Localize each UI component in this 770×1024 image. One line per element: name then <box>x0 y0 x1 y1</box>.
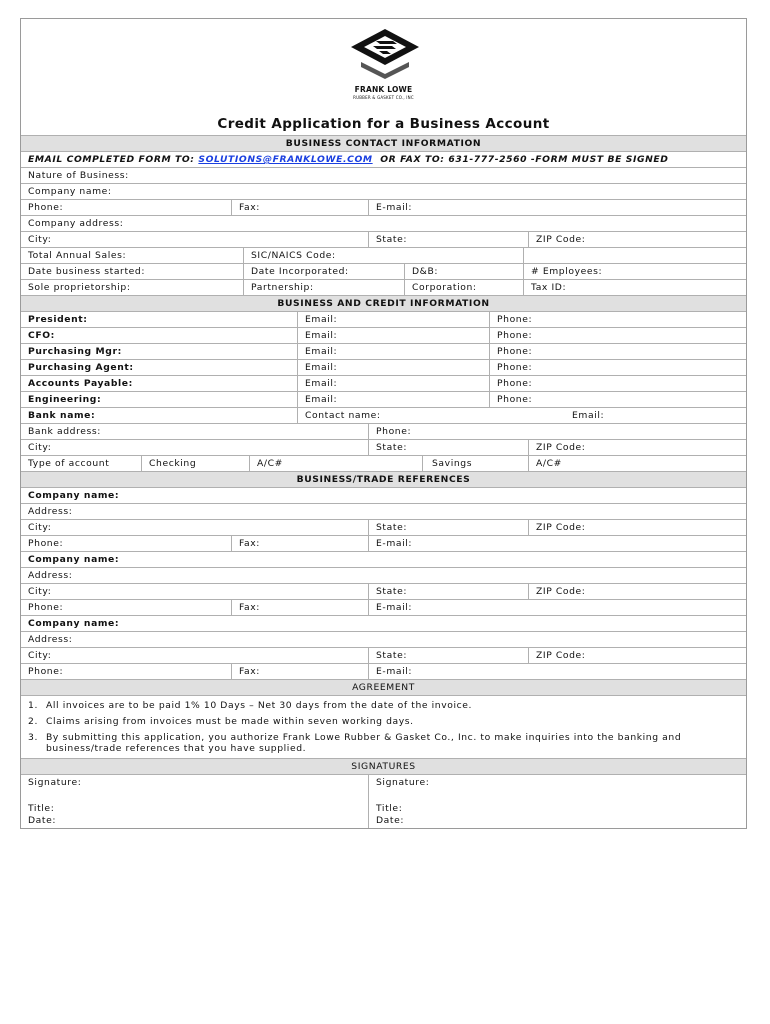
reference-email-field[interactable]: E-mail: <box>368 536 746 551</box>
savings-option[interactable]: Savings <box>422 456 528 471</box>
reference-company-field[interactable]: Company name: <box>28 554 120 565</box>
reference-company-row <box>21 487 746 503</box>
section-header-signatures: SIGNATURES <box>21 758 746 774</box>
reference-company-field[interactable]: Company name: <box>28 490 120 501</box>
reference-company-field[interactable]: Company name: <box>28 618 120 629</box>
state-field[interactable]: State: <box>368 232 528 247</box>
reference-address-field[interactable]: Address: <box>28 570 73 581</box>
officer-email-field[interactable]: Email: <box>297 376 489 391</box>
city-field[interactable]: City: <box>28 234 52 245</box>
reference-state-field[interactable]: State: <box>368 648 528 663</box>
bank-city-row <box>21 439 746 455</box>
bank-name-field[interactable]: Bank name: <box>28 410 96 421</box>
logo-subtitle: RUBBER & GASKET CO., INC <box>353 95 414 100</box>
officer-row <box>21 391 746 407</box>
reference-address-row <box>21 503 746 519</box>
reference-zip-field[interactable]: ZIP Code: <box>528 648 746 663</box>
sales-row <box>21 247 746 263</box>
bank-contact-field[interactable]: Contact name: <box>297 408 565 423</box>
officer-row <box>21 375 746 391</box>
company-row <box>21 183 746 199</box>
section-header-agreement: AGREEMENT <box>21 679 746 695</box>
reference-city-field[interactable]: City: <box>28 650 52 661</box>
bank-phone-field[interactable]: Phone: <box>368 424 746 439</box>
reference-city-row <box>21 647 746 663</box>
reference-email-field[interactable]: E-mail: <box>368 600 746 615</box>
officer-email-field[interactable]: Email: <box>297 312 489 327</box>
reference-city-field[interactable]: City: <box>28 522 52 533</box>
reference-address-row <box>21 567 746 583</box>
reference-phone-field[interactable]: Phone: <box>28 602 64 613</box>
page-title: Credit Application for a Business Account <box>217 116 550 132</box>
reference-blocks <box>21 487 746 679</box>
reference-fax-field[interactable]: Fax: <box>231 536 368 551</box>
reference-block <box>21 615 746 679</box>
reference-state-field[interactable]: State: <box>368 584 528 599</box>
signature-label: Signature: <box>28 777 82 788</box>
date-started-field[interactable]: Date business started: <box>28 266 146 277</box>
checking-ac-field[interactable]: A/C# <box>249 456 422 471</box>
signature-left[interactable] <box>21 775 368 828</box>
officer-row <box>21 343 746 359</box>
reference-address-field[interactable]: Address: <box>28 634 73 645</box>
bank-address-row <box>21 423 746 439</box>
address-row <box>21 215 746 231</box>
email-instructions: EMAIL COMPLETED FORM TO: SOLUTIONS@FRANKLOWE.COM OR FAX TO: 631-777-2560 -FORM MUST BE SIGNED <box>21 151 746 167</box>
officer-phone-field[interactable]: Phone: <box>489 328 746 343</box>
entity-row <box>21 279 746 295</box>
officer-rows <box>21 311 746 407</box>
reference-fax-field[interactable]: Fax: <box>231 600 368 615</box>
sales-field[interactable]: Total Annual Sales: <box>28 250 127 261</box>
partnership-field[interactable]: Partnership: <box>243 280 404 295</box>
bank-zip-field[interactable]: ZIP Code: <box>528 440 746 455</box>
phone-row <box>21 199 746 215</box>
reference-block <box>21 551 746 615</box>
bank-state-field[interactable]: State: <box>368 440 528 455</box>
reference-block <box>21 487 746 551</box>
section-header-contact: BUSINESS CONTACT INFORMATION <box>21 135 746 151</box>
company-address-field[interactable]: Company address: <box>28 218 124 229</box>
tax-id-field[interactable]: Tax ID: <box>523 280 746 295</box>
agreement-list <box>21 695 746 758</box>
reference-city-row <box>21 583 746 599</box>
officer-title: Accounts Payable: <box>28 378 133 389</box>
account-type-label: Type of account <box>28 458 110 469</box>
date-incorporated-field[interactable]: Date Incorporated: <box>243 264 404 279</box>
officer-title: CFO: <box>28 330 55 341</box>
email-field[interactable]: E-mail: <box>368 200 746 215</box>
title-label: Title: <box>28 803 55 814</box>
savings-ac-field[interactable]: A/C# <box>528 456 746 471</box>
officer-title: President: <box>28 314 88 325</box>
reference-zip-field[interactable]: ZIP Code: <box>528 584 746 599</box>
zip-field[interactable]: ZIP Code: <box>528 232 746 247</box>
fax-field[interactable]: Fax: <box>231 200 368 215</box>
section-header-references: BUSINESS/TRADE REFERENCES <box>21 471 746 487</box>
reference-phone-row <box>21 535 746 551</box>
officer-phone-field[interactable]: Phone: <box>489 312 746 327</box>
officer-phone-field[interactable]: Phone: <box>489 360 746 375</box>
officer-row <box>21 311 746 327</box>
officer-email-field[interactable]: Email: <box>297 344 489 359</box>
reference-city-row <box>21 519 746 535</box>
reference-city-field[interactable]: City: <box>28 586 52 597</box>
officer-email-field[interactable]: Email: <box>297 360 489 375</box>
officer-title: Purchasing Agent: <box>28 362 134 373</box>
officer-email-field[interactable]: Email: <box>297 392 489 407</box>
nature-row <box>21 167 746 183</box>
corporation-field[interactable]: Corporation: <box>404 280 523 295</box>
employees-field[interactable]: # Employees: <box>523 264 746 279</box>
logo-block <box>21 19 746 119</box>
officer-phone-field[interactable]: Phone: <box>489 344 746 359</box>
bank-email-field[interactable]: Email: <box>572 410 605 421</box>
sic-field[interactable]: SIC/NAICS Code: <box>243 248 523 263</box>
officer-phone-field[interactable]: Phone: <box>489 392 746 407</box>
agreement-item: 1. All invoices are to be paid 1% 10 Days – Net 30 days from the date of the invoice. <box>28 700 473 711</box>
bank-city-field[interactable]: City: <box>28 442 52 453</box>
officer-email-field[interactable]: Email: <box>297 328 489 343</box>
reference-fax-field[interactable]: Fax: <box>231 664 368 679</box>
bank-row <box>21 407 746 423</box>
logo-brand: FRANK LOWE <box>354 85 413 94</box>
reference-state-field[interactable]: State: <box>368 520 528 535</box>
reference-address-field[interactable]: Address: <box>28 506 73 517</box>
sole-proprietorship-field[interactable]: Sole proprietorship: <box>28 282 131 293</box>
reference-phone-field[interactable]: Phone: <box>28 538 64 549</box>
signature-label: Signature: <box>376 777 430 788</box>
reference-company-row <box>21 615 746 631</box>
email-link[interactable]: SOLUTIONS@FRANKLOWE.COM <box>198 154 373 165</box>
reference-phone-row <box>21 599 746 615</box>
date-label: Date: <box>376 815 405 826</box>
reference-address-row <box>21 631 746 647</box>
company-field[interactable]: Company name: <box>28 186 112 197</box>
officer-phone-field[interactable]: Phone: <box>489 376 746 391</box>
agreement-item: 3. By submitting this application, you authorize Frank Lowe Rubber & Gasket Co., Inc. to make inquiries into the banking and business/trade references that you have supplied. <box>28 732 682 754</box>
frank-lowe-logo-icon <box>349 27 421 83</box>
account-type-row <box>21 455 746 471</box>
reference-company-row <box>21 551 746 567</box>
signature-right[interactable] <box>368 775 746 828</box>
section-header-credit: BUSINESS AND CREDIT INFORMATION <box>21 295 746 311</box>
phone-field[interactable]: Phone: <box>28 202 64 213</box>
reference-phone-field[interactable]: Phone: <box>28 666 64 677</box>
officer-title: Engineering: <box>28 394 102 405</box>
bank-address-field[interactable]: Bank address: <box>28 426 101 437</box>
agreement-item: 2. Claims arising from invoices must be made within seven working days. <box>28 716 414 727</box>
credit-application-form <box>20 18 747 829</box>
title-label: Title: <box>376 803 403 814</box>
reference-phone-row <box>21 663 746 679</box>
officer-row <box>21 327 746 343</box>
reference-zip-field[interactable]: ZIP Code: <box>528 520 746 535</box>
nature-field[interactable]: Nature of Business: <box>28 170 129 181</box>
officer-row <box>21 359 746 375</box>
city-row <box>21 231 746 247</box>
date-label: Date: <box>28 815 57 826</box>
dates-row <box>21 263 746 279</box>
officer-title: Purchasing Mgr: <box>28 346 122 357</box>
db-field[interactable]: D&B: <box>404 264 523 279</box>
checking-option[interactable]: Checking <box>141 456 249 471</box>
reference-email-field[interactable]: E-mail: <box>368 664 746 679</box>
signature-block <box>21 774 746 828</box>
